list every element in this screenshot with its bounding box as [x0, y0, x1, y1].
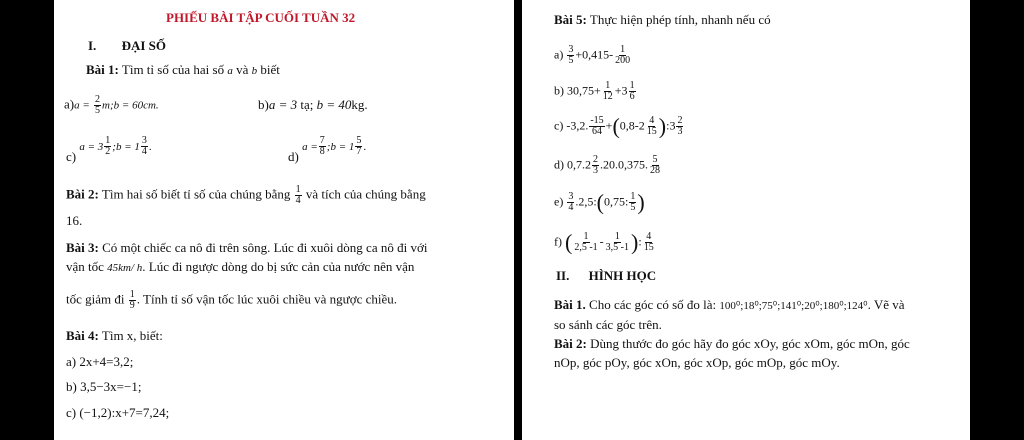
numerator: 7 — [319, 135, 325, 146]
denominator: 2 — [105, 146, 111, 157]
part-prefix: c) — [66, 149, 77, 165]
denominator: 15 — [646, 126, 657, 137]
fraction — [129, 290, 136, 311]
expr: +3 — [614, 83, 628, 98]
word-known: biết — [260, 62, 280, 77]
bai4-prompt — [66, 328, 163, 344]
bai3-line1 — [66, 240, 427, 256]
worksheet-title: PHIẾU BÀI TẬP CUỐI TUẦN 32 — [166, 10, 356, 25]
expr — [79, 136, 151, 157]
expr: 0,8-2 — [619, 118, 645, 133]
bai1-label: Bài 1: — [86, 62, 119, 77]
bai4-part-c: c) (−1,2):x+7=7,24; — [66, 405, 170, 420]
bai1-part-a — [64, 95, 159, 116]
section-number: I. — [88, 38, 97, 53]
fraction — [141, 136, 148, 157]
section-algebra-heading — [88, 38, 166, 54]
text: Dùng thước đo góc hãy đo góc xOy, góc xOm, góc mOn, góc — [590, 336, 910, 351]
bai5-part-a — [554, 45, 632, 66]
hh2-label: Bài 2: — [554, 336, 587, 351]
numerator: 1 — [605, 80, 611, 91]
fraction — [295, 185, 302, 206]
denominator: 8 — [319, 146, 325, 157]
fraction — [605, 232, 630, 253]
bai1-part-d — [288, 136, 366, 166]
bai5-part-b — [554, 81, 637, 102]
denominator: 9 — [129, 300, 135, 311]
bai3-line2 — [66, 259, 414, 276]
denominator: 3 — [677, 126, 683, 137]
expr: a = — [74, 99, 90, 112]
part-prefix: e) — [554, 194, 564, 209]
hh1-line1 — [554, 297, 905, 314]
bai4-part-b: b) 3,5−3x=−1; — [66, 379, 142, 394]
fraction — [573, 232, 598, 253]
hh1-label: Bài 1. — [554, 297, 586, 312]
text: Tìm hai số biết tỉ số của chúng bằng — [101, 186, 291, 202]
numerator: 1 — [583, 231, 589, 242]
expr: .20.0,375. — [600, 157, 648, 172]
fraction — [319, 136, 326, 157]
text: và tích của chúng bằng — [305, 186, 426, 202]
section-number: II. — [556, 268, 570, 283]
denominator: 15 — [643, 242, 654, 253]
fraction — [104, 136, 111, 157]
var-b: b — [251, 65, 258, 77]
text: vận tốc — [66, 259, 104, 274]
close-paren: ) — [637, 189, 645, 215]
numerator: 1 — [105, 135, 111, 146]
hh1-line2: so sánh các góc trên. — [554, 317, 662, 332]
fraction — [592, 155, 599, 176]
denominator: 6 — [629, 91, 635, 102]
numerator: 1 — [629, 80, 635, 91]
bai3-label: Bài 3: — [66, 240, 99, 255]
part-prefix: a) — [554, 47, 564, 62]
text: Thực hiện phép tính, nhanh nếu có — [589, 12, 771, 27]
numerator: 2 — [677, 115, 683, 126]
fraction — [643, 232, 655, 253]
fraction — [589, 116, 604, 137]
fraction — [629, 81, 636, 102]
expr: - — [599, 234, 604, 249]
numerator: 3 — [568, 191, 574, 202]
fraction — [676, 116, 683, 137]
expr: : — [638, 234, 642, 249]
text: Cho các góc có số đo là: — [589, 297, 717, 312]
numerator: 1 — [620, 44, 626, 55]
numerator: 2 — [593, 154, 598, 165]
text: Có một chiếc ca nô đi trên sông. Lúc đi xuôi dòng ca nô đi với — [102, 240, 428, 255]
fraction — [567, 192, 574, 213]
close-paren: ) — [631, 229, 639, 255]
denominator: 2,5 -1 — [574, 242, 598, 253]
bai4-part-a: a) 2x+4=3,2; — [66, 354, 134, 369]
expr: + — [605, 118, 613, 133]
fraction — [567, 45, 574, 66]
bai4-label: Bài 4: — [66, 328, 99, 343]
angle-list: 100⁰;18⁰;75⁰;141⁰;20⁰;180⁰;124⁰ — [719, 300, 868, 312]
bai5-label: Bài 5: — [554, 12, 587, 27]
section-geometry-heading — [556, 268, 656, 284]
bai5-part-e — [554, 189, 645, 215]
bai3-line3 — [66, 290, 397, 311]
numerator: 1 — [129, 289, 135, 300]
section-name: ĐẠI SỐ — [121, 38, 166, 53]
fraction — [602, 81, 614, 102]
expr-b: ;b = 1 — [112, 140, 140, 153]
bai5-part-d — [554, 155, 662, 176]
right-page — [522, 0, 970, 440]
bai1-part-c — [66, 136, 152, 166]
denominator: 12 — [602, 91, 613, 102]
fraction — [355, 136, 362, 157]
text: tốc giảm đi — [66, 291, 125, 307]
part-prefix: c) — [554, 118, 564, 133]
denominator: 64 — [592, 126, 602, 137]
unit: kg. — [351, 97, 368, 112]
expr: ;b = 60cm. — [110, 99, 159, 112]
expr: +0,415- — [575, 47, 614, 62]
numerator: 4 — [649, 115, 655, 126]
expr-a: a = — [302, 140, 318, 153]
var-a: a — [227, 65, 233, 77]
left-page — [54, 0, 514, 440]
fraction — [629, 192, 636, 213]
bai2-line2: 16. — [66, 213, 83, 228]
fraction — [649, 155, 661, 176]
expr: .2,5: — [575, 194, 597, 209]
denominator: 4 — [295, 195, 301, 206]
bai5-prompt — [554, 12, 771, 28]
bai2-line1 — [66, 185, 426, 206]
denominator: 4 — [568, 202, 574, 213]
open-paren: ( — [612, 113, 620, 139]
numerator: -15 — [590, 115, 604, 126]
expr — [302, 136, 366, 157]
part-prefix: b) — [554, 83, 564, 98]
denominator: 5 — [568, 55, 574, 66]
punct: . — [148, 140, 152, 153]
expr-b: ;b = 1 — [326, 140, 355, 153]
denominator: 3,5 -1 — [605, 242, 630, 253]
bai2-label: Bài 2: — [66, 186, 99, 202]
fraction — [614, 45, 631, 66]
close-paren: ) — [658, 113, 667, 139]
numerator: 5 — [356, 135, 362, 146]
expr: :3 — [666, 118, 676, 133]
open-paren: ( — [596, 189, 604, 215]
bai5-part-f — [554, 229, 656, 255]
speed: 45km/ h — [107, 262, 143, 274]
numerator: 1 — [614, 231, 620, 242]
part-prefix: a) — [64, 96, 75, 112]
denominator: 7 — [356, 146, 362, 157]
text: . Vẽ và — [867, 297, 905, 312]
numerator: 4 — [646, 231, 652, 242]
open-paren: ( — [565, 229, 573, 255]
bai5-part-c — [554, 113, 684, 139]
expr: a = 3 — [268, 97, 298, 112]
bai1-part-b — [258, 97, 368, 113]
hh2-line2: nOp, góc pOy, góc xOn, góc xOp, góc mOp, góc mOy. — [554, 355, 840, 370]
punct: . — [363, 140, 367, 153]
bai1-text: Tìm tỉ số của hai số — [121, 62, 225, 77]
numerator: 5 — [652, 154, 658, 165]
denominator: 5 — [630, 202, 636, 213]
denominator: 200 — [615, 55, 631, 66]
fraction — [646, 116, 658, 137]
part-prefix: d) — [554, 157, 564, 172]
unit: tạ; — [300, 97, 314, 112]
bai1-prompt — [86, 62, 280, 79]
part-prefix: d) — [288, 149, 299, 165]
denominator: 28 — [650, 165, 660, 176]
numerator: 3 — [568, 44, 574, 55]
expr: b = 40 — [316, 97, 352, 112]
section-name: HÌNH HỌC — [588, 268, 657, 283]
expr: -3,2. — [566, 118, 589, 133]
part-prefix: f) — [554, 234, 562, 249]
text: Tìm x, biết: — [101, 328, 163, 343]
expr: 0,7.2 — [567, 157, 591, 172]
expr: 0,75: — [604, 194, 629, 209]
numerator: 2 — [95, 94, 101, 105]
unit: m — [102, 99, 110, 112]
expr-a: a = 3 — [79, 140, 104, 153]
denominator: 3 — [593, 165, 598, 176]
denominator: 4 — [141, 146, 147, 157]
numerator: 3 — [141, 135, 147, 146]
fraction — [94, 95, 101, 116]
numerator: 1 — [630, 191, 636, 202]
word-and: và — [236, 62, 249, 77]
text: . Lúc đi ngược dòng do bị sức cản của nước nên vận — [142, 259, 415, 274]
text: . Tính tỉ số vận tốc lúc xuôi chiều và ngược chiều. — [136, 291, 398, 307]
numerator: 1 — [295, 184, 301, 195]
hh2-line1 — [554, 336, 910, 352]
expr: 30,75+ — [567, 83, 601, 98]
denominator: 5 — [95, 105, 101, 116]
part-prefix: b) — [258, 97, 269, 112]
